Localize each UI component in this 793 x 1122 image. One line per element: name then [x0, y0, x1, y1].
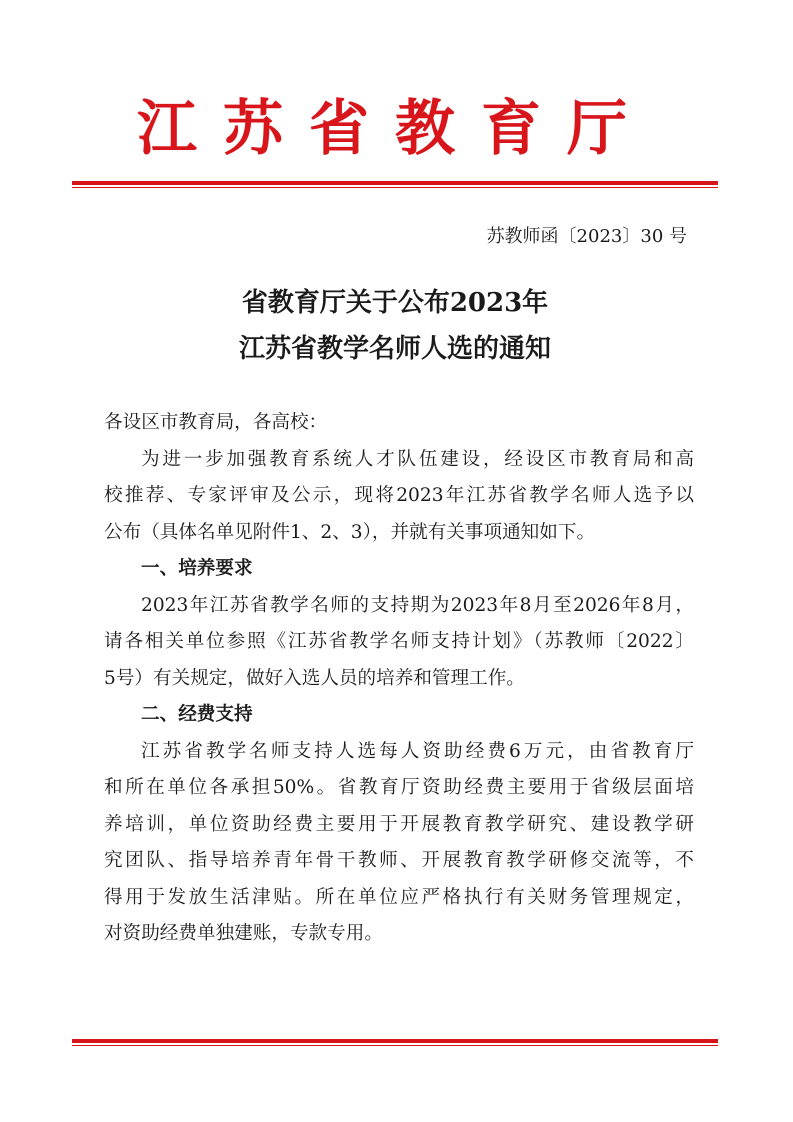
paragraph-line: 对资助经费单独建账，专款专用。 [104, 923, 383, 944]
paragraph-line: 校推荐、专家评审及公示，现将2023年江苏省教学名师人选予以 [104, 485, 694, 506]
salutation: 各设区市教育局，各高校： [104, 412, 328, 433]
footer-divider [72, 1039, 718, 1046]
paragraph-line: 5号）有关规定，做好入选人员的培养和管理工作。 [104, 667, 525, 689]
paragraph-line: 得用于发放生活津贴。所在单位应严格执行有关财务管理规定， [104, 886, 694, 908]
paragraph-line: 公布（具体名单见附件1、2、3），并就有关事项通知如下。 [104, 521, 596, 543]
paragraph-line: 2023年江苏省教学名师的支持期为2023年8月至2026年8月， [141, 594, 694, 616]
paragraph-line: 究团队、指导培养青年骨干教师、开展教育教学研修交流等，不 [104, 850, 694, 871]
paragraph-line: 请各相关单位参照《江苏省教学名师支持计划》（苏教师〔2022〕 [104, 631, 694, 652]
document-number: 苏教师函〔2023〕30 号 [486, 226, 687, 247]
document-title-line-2: 江苏省教学名师人选的通知 [238, 334, 551, 364]
section-heading-2: 二、经费支持 [141, 704, 253, 725]
section-heading-1: 一、培养要求 [141, 558, 253, 579]
masthead-title: 江苏省教育厅 [137, 94, 653, 164]
header-divider [72, 181, 718, 188]
document-title-line-1: 省教育厅关于公布2023年 [241, 288, 549, 318]
paragraph-line: 江苏省教学名师支持人选每人资助经费6万元，由省教育厅 [141, 740, 694, 762]
document-body [104, 405, 694, 953]
paragraph-line: 和所在单位各承担50%。省教育厅资助经费主要用于省级层面培 [104, 777, 694, 798]
paragraph-line: 为进一步加强教育系统人才队伍建设，经设区市教育局和高 [141, 448, 694, 470]
paragraph-line: 养培训，单位资助经费主要用于开展教育教学研究、建设教学研 [104, 813, 694, 835]
